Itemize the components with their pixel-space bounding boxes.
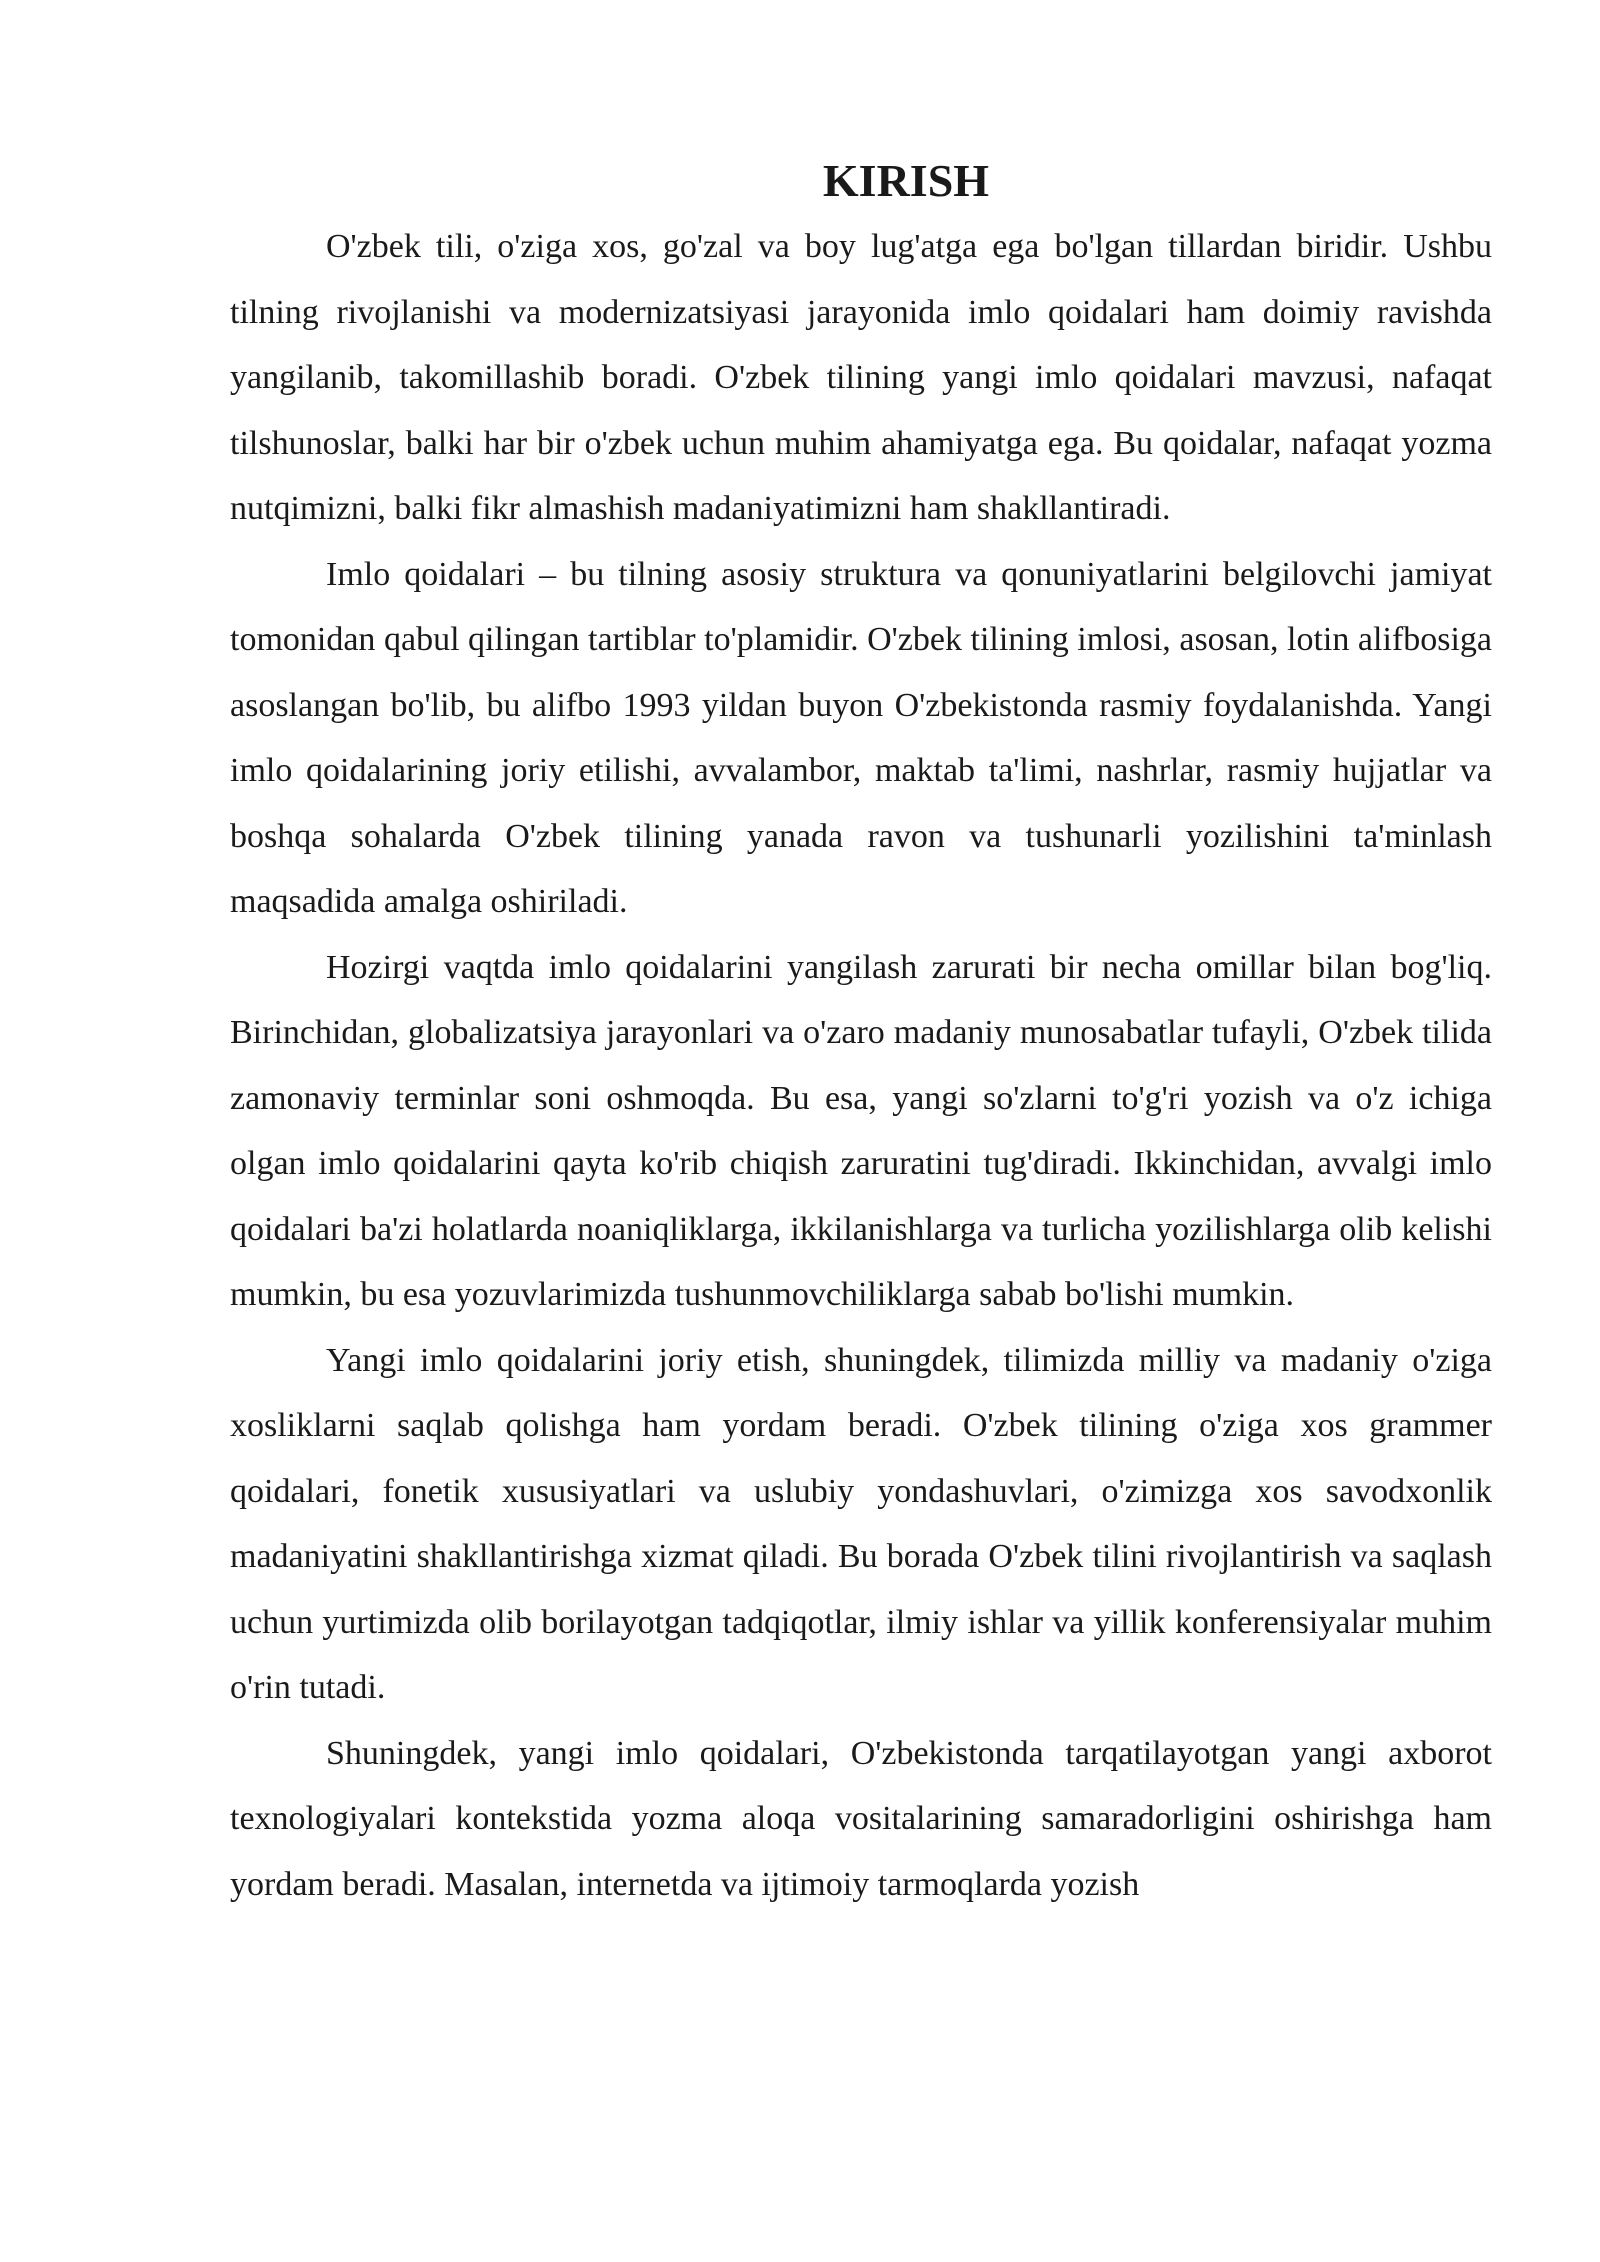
paragraph-2: Imlo qoidalari – bu tilning asosiy struktura va qonuniyatlarini belgilovchi jamiyat tomonidan qabul qilingan tartiblar to'plamidir. O'zbek tilining imlosi, asosan, lotin alifbosiga asoslangan bo'lib, bu alifbo 1993 yildan buyon O'zbekistonda rasmiy foydalanishda. Yangi imlo qoidalarining joriy etilishi, avvalambor, maktab ta'limi, nashrlar, rasmiy hujjatlar va boshqa sohalarda O'zbek tilining yanada ravon va tushunarli yozilishini ta'minlash maqsadida amalga oshiriladi. [230, 555, 1492, 920]
document-body [230, 148, 1492, 1917]
paragraph-4: Yangi imlo qoidalarini joriy etish, shuningdek, tilimizda milliy va madaniy o'ziga xosliklarni saqlab qolishga ham yordam beradi. O'zbek tilining o'ziga xos grammer qoidalari, fonetik xususiyatlari va uslubiy yondashuvlari, o'zimizga xos savodxonlik madaniyatini shakllantirishga xizmat qiladi. Bu borada O'zbek tilini rivojlantirish va saqlash uchun yurtimizda olib borilayotgan tadqiqotlar, ilmiy ishlar va yillik konferensiyalar muhim o'rin tutadi. [230, 1341, 1492, 1706]
paragraph-5: Shuningdek, yangi imlo qoidalari, O'zbekistonda tarqatilayotgan yangi axborot texnologiyalari kontekstida yozma aloqa vositalarining samaradorligini oshirishga ham yordam beradi. Masalan, internetda va ijtimoiy tarmoqlarda yozish [230, 1734, 1492, 1903]
page-title: KIRISH [822, 155, 990, 206]
paragraph-1: O'zbek tili, o'ziga xos, go'zal va boy lug'atga ega bo'lgan tillardan biridir. Ushbu tilning rivojlanishi va modernizatsiyasi jarayonida imlo qoidalari ham doimiy ravishda yangilanib, takomillashib boradi. O'zbek tilining yangi imlo qoidalari mavzusi, nafaqat tilshunoslar, balki har bir o'zbek uchun muhim ahamiyatga ega. Bu qoidalar, nafaqat yozma nutqimizni, balki fikr almashish madaniyatimizni ham shakllantiradi. [230, 228, 1492, 527]
paragraph-3: Hozirgi vaqtda imlo qoidalarini yangilash zarurati bir necha omillar bilan bog'liq. Birinchidan, globalizatsiya jarayonlari va o'zaro madaniy munosabatlar tufayli, O'zbek tilida zamonaviy terminlar soni oshmoqda. Bu esa, yangi so'zlarni to'g'ri yozish va o'z ichiga olgan imlo qoidalarini qayta ko'rib chiqish zaruratini tug'diradi. Ikkinchidan, avvalgi imlo qoidalari ba'zi holatlarda noaniqliklarga, ikkilanishlarga va turlicha yozilishlarga olib kelishi mumkin, bu esa yozuvlarimizda tushunmovchiliklarga sabab bo'lishi mumkin. [230, 948, 1492, 1313]
